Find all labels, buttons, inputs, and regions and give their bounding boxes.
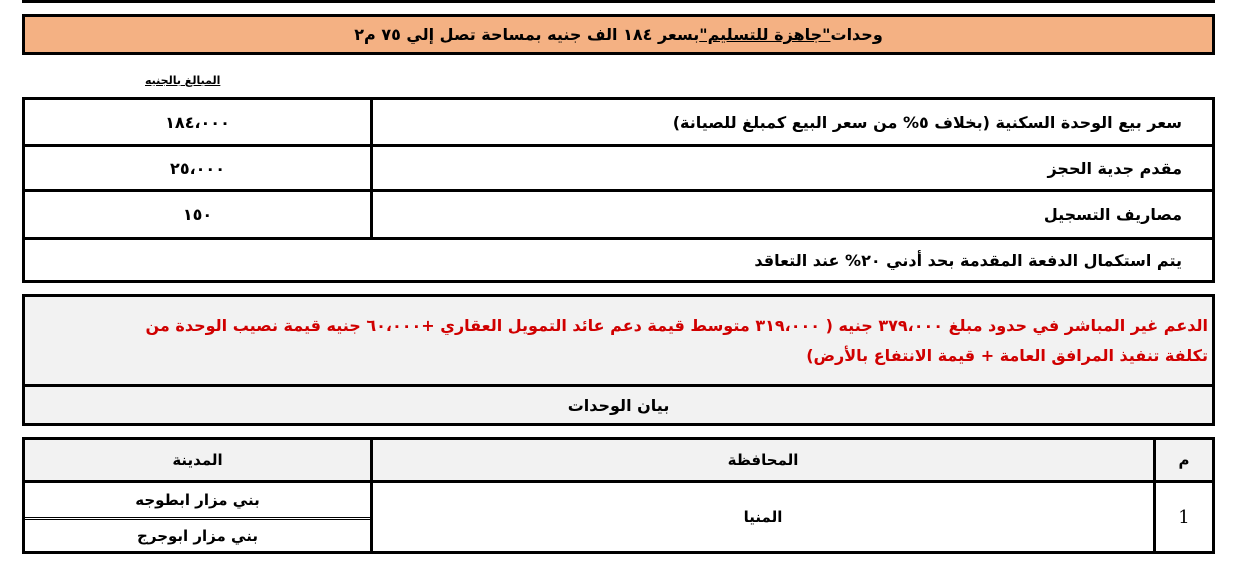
price-value: ١٨٤،٠٠٠ bbox=[165, 112, 230, 132]
units-table bbox=[22, 437, 1215, 554]
row-governorate: المنيا bbox=[743, 508, 783, 526]
price-row-registration bbox=[25, 192, 1212, 237]
support-text bbox=[25, 297, 1212, 398]
banner-prefix: وحدات bbox=[830, 25, 883, 44]
header-city: المدينة bbox=[172, 451, 223, 469]
currency-note: المبالغ بالجنيه bbox=[145, 74, 221, 87]
contract-note: يتم استكمال الدفعة المقدمة بحد أدني ٢٠% عند التعاقد bbox=[754, 250, 1182, 270]
header-governorate: المحافظة bbox=[727, 451, 799, 469]
price-row-sale bbox=[25, 100, 1212, 144]
support-line-2: تكلفة تنفيذ المرافق العامة + قيمة الانتفاع بالأرض) bbox=[806, 346, 1208, 365]
banner-highlight: "جاهزة للتسليم" bbox=[699, 25, 831, 44]
top-border-line bbox=[22, 0, 1215, 3]
row-city: بني مزار ابطوجه bbox=[135, 491, 260, 509]
price-value: ١٥٠ bbox=[182, 205, 213, 224]
header-num: م bbox=[1178, 451, 1190, 469]
price-label: مقدم جدية الحجز bbox=[1047, 158, 1182, 178]
price-label: سعر بيع الوحدة السكنية (بخلاف ٥% من سعر البيع كمبلغ للصيانة) bbox=[672, 112, 1182, 132]
offer-banner bbox=[22, 14, 1215, 55]
price-label: مصاريف التسجيل bbox=[1043, 205, 1182, 224]
indirect-support-box bbox=[22, 294, 1215, 426]
price-row-deposit bbox=[25, 147, 1212, 189]
support-line-1: الدعم غير المباشر في حدود مبلغ ٣٧٩،٠٠٠ جنيه ( ٣١٩،٠٠٠ متوسط قيمة دعم عائد التمويل العقاري +٦٠،٠٠٠ جنيه قيمة نصيب الوحدة من bbox=[145, 316, 1208, 335]
column-divider bbox=[370, 100, 373, 237]
row-city: بني مزار ابوجرج bbox=[137, 526, 258, 545]
units-section-title: بيان الوحدات bbox=[567, 395, 670, 415]
price-table bbox=[22, 97, 1215, 283]
banner-suffix: بسعر ١٨٤ الف جنيه بمساحة تصل إلي ٧٥ م٢ bbox=[354, 25, 700, 44]
row-num: 1 bbox=[1178, 506, 1190, 528]
contract-note-row bbox=[25, 240, 1212, 280]
price-value: ٢٥،٠٠٠ bbox=[170, 158, 225, 178]
